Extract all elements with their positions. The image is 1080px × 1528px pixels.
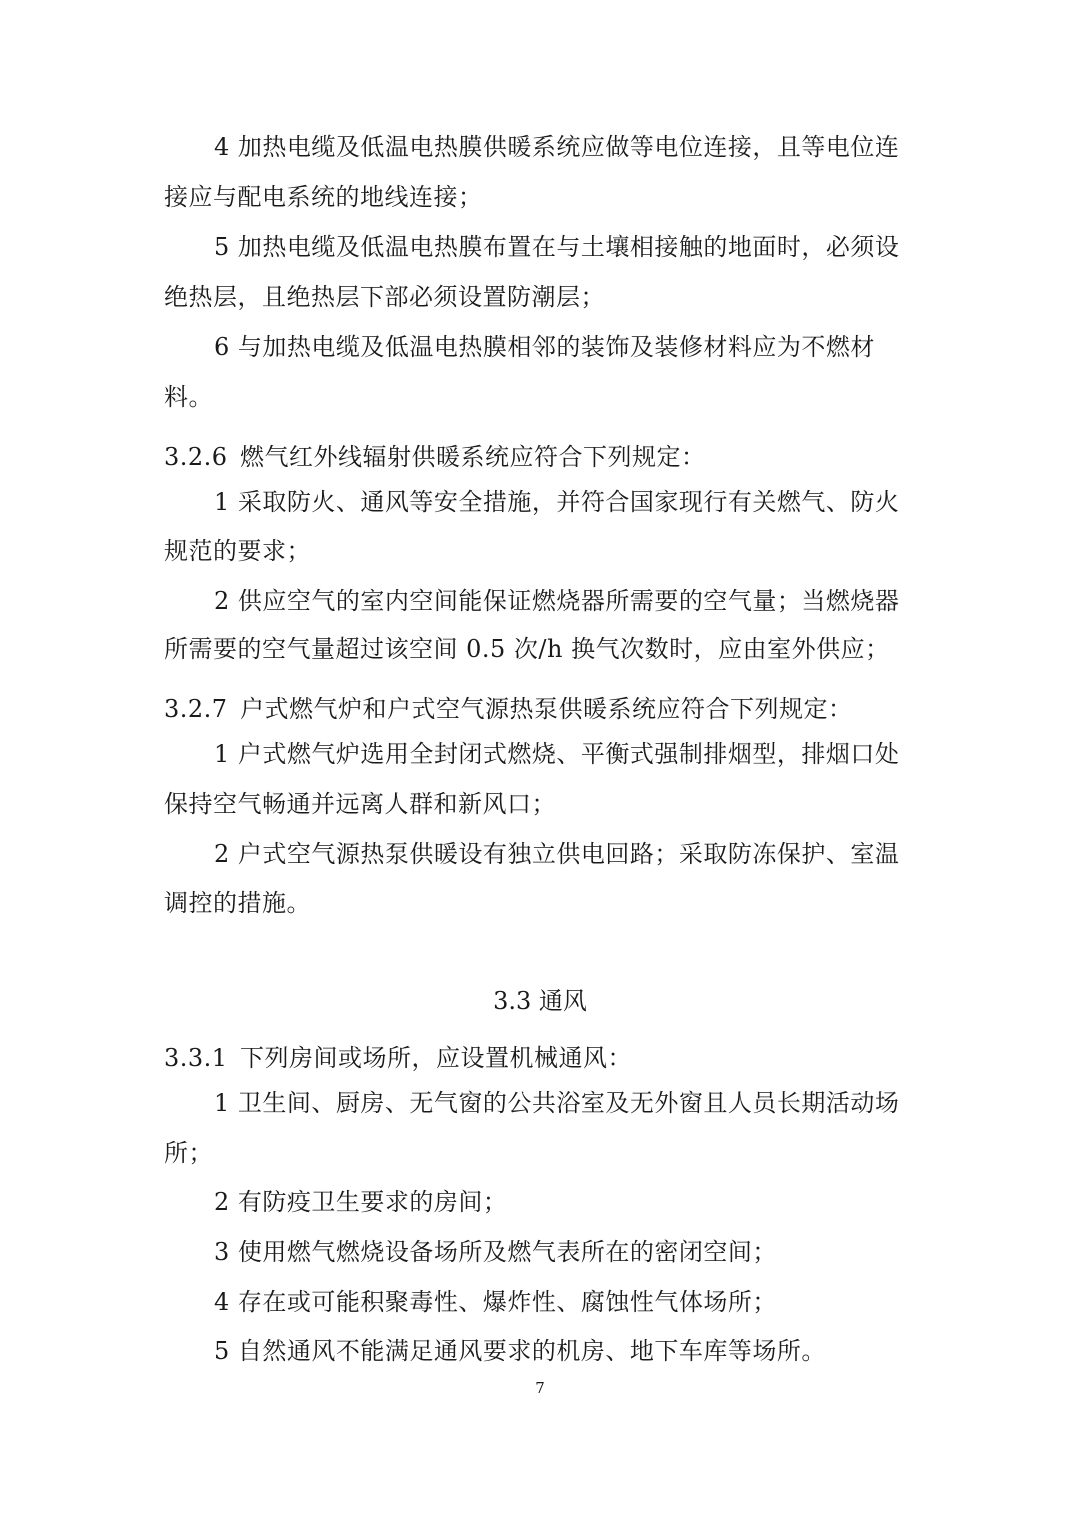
item-4-line-2: 接应与配电系统的地线连接； <box>164 183 483 211</box>
clause-3-2-6-item-2-line-2: 所需要的空气量超过该空间 0.5 次/h 换气次数时，应由室外供应； <box>164 635 890 663</box>
clause-3-2-6-item-1-line-2: 规范的要求； <box>164 537 311 565</box>
clause-text: 燃气红外线辐射供暖系统应符合下列规定： <box>240 443 706 471</box>
clause-number: 3.3.1 <box>164 1044 228 1072</box>
item-5-line-2: 绝热层，且绝热层下部必须设置防潮层； <box>164 283 605 311</box>
item-6-line-1: 6 与加热电缆及低温电热膜相邻的装饰及装修材料应为不燃材 <box>214 333 875 361</box>
section-title: 3.3 通风 <box>493 987 587 1015</box>
clause-number: 3.2.6 <box>164 443 228 471</box>
item-5-line-1: 5 加热电缆及低温电热膜布置在与土壤相接触的地面时，必须设 <box>214 233 900 261</box>
clause-3-2-6-item-1-line-1: 1 采取防火、通风等安全措施，并符合国家现行有关燃气、防火 <box>214 488 900 516</box>
clause-3-2-7-item-2-line-2: 调控的措施。 <box>164 889 311 917</box>
clause-text: 下列房间或场所，应设置机械通风： <box>240 1044 632 1072</box>
clause-3-2-6 <box>164 442 706 472</box>
clause-3-3-1-item-3: 3 使用燃气燃烧设备场所及燃气表所在的密闭空间； <box>214 1238 777 1266</box>
clause-3-3-1-item-5: 5 自然通风不能满足通风要求的机房、地下车库等场所。 <box>214 1337 826 1365</box>
clause-3-2-7 <box>164 694 853 724</box>
clause-3-3-1 <box>164 1043 632 1073</box>
clause-3-3-1-item-1-line-2: 所； <box>164 1139 213 1167</box>
clause-3-2-7-item-2-line-1: 2 户式空气源热泵供暖设有独立供电回路；采取防冻保护、室温 <box>214 840 900 868</box>
page-number: 7 <box>535 1379 545 1397</box>
item-6-line-2: 料。 <box>164 383 213 411</box>
clause-number: 3.2.7 <box>164 695 228 723</box>
clause-text: 户式燃气炉和户式空气源热泵供暖系统应符合下列规定： <box>240 695 853 723</box>
clause-3-3-1-item-4: 4 存在或可能积聚毒性、爆炸性、腐蚀性气体场所； <box>214 1288 777 1316</box>
clause-3-2-7-item-1-line-2: 保持空气畅通并远离人群和新风口； <box>164 790 556 818</box>
clause-3-3-1-item-1-line-1: 1 卫生间、厨房、无气窗的公共浴室及无外窗且人员长期活动场 <box>214 1089 900 1117</box>
item-4-line-1: 4 加热电缆及低温电热膜供暖系统应做等电位连接，且等电位连 <box>214 133 900 161</box>
clause-3-2-7-item-1-line-1: 1 户式燃气炉选用全封闭式燃烧、平衡式强制排烟型，排烟口处 <box>214 740 900 768</box>
clause-3-2-6-item-2-line-1: 2 供应空气的室内空间能保证燃烧器所需要的空气量；当燃烧器 <box>214 587 900 615</box>
clause-3-3-1-item-2: 2 有防疫卫生要求的房间； <box>214 1188 508 1216</box>
